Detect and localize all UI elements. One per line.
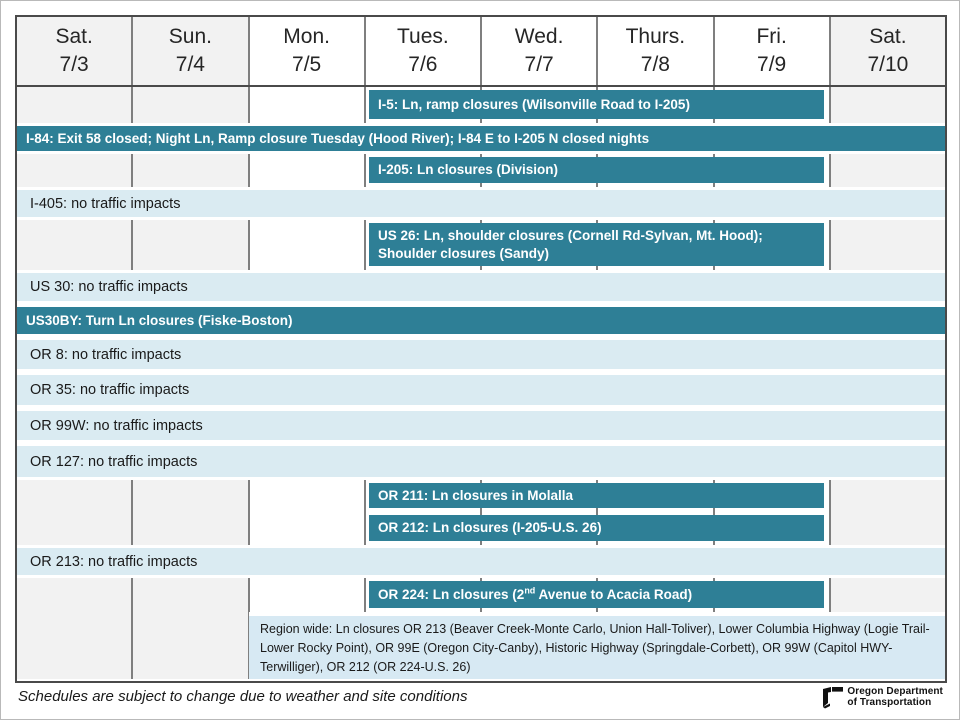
day-header-thurs-7-8 [598, 17, 714, 85]
row-i84 [17, 123, 945, 154]
no-impact-label: OR 99W: no traffic impacts [30, 417, 203, 434]
row-i5 [17, 87, 945, 123]
closure-bar-or224 [369, 581, 824, 608]
no-impact-label: OR 35: no traffic impacts [30, 382, 190, 398]
day-header-fri-7-9 [715, 17, 831, 85]
row-or211 [17, 480, 945, 512]
closure-bar-i205 [369, 157, 824, 183]
row-us26 [17, 220, 945, 270]
day-name: Sun. [168, 25, 212, 49]
row-or224 [17, 578, 945, 612]
no-impact-bar-or213 [17, 545, 945, 578]
day-name: Sat. [55, 25, 93, 49]
no-impact-bar-us30 [17, 270, 945, 304]
no-impact-bar-or127 [17, 443, 945, 480]
disclaimer-note: Schedules are subject to change due to weather and site conditions [18, 688, 468, 705]
closure-label: I-5: Ln, ramp closures (Wilsonville Road to I-205) [378, 96, 690, 112]
no-impact-bar-or99w [17, 408, 945, 443]
day-date: 7/3 [59, 53, 89, 76]
odot-logo [822, 685, 943, 709]
day-header-sat-7-10 [831, 17, 945, 85]
day-name: Thurs. [625, 25, 686, 49]
closure-label: US 26: Ln, shoulder closures (Cornell Rd-Sylvan, Mt. Hood); Shoulder closures (Sandy) [378, 227, 763, 261]
closure-label: OR 212: Ln closures (I-205-U.S. 26) [378, 520, 602, 536]
day-date: 7/4 [175, 53, 205, 76]
day-header-mon-7-5 [250, 17, 366, 85]
day-name: Sat. [869, 25, 907, 49]
closure-label: I-84: Exit 58 closed; Night Ln, Ramp closure Tuesday (Hood River); I-84 E to I-205 N closed nights [26, 130, 650, 146]
row-region-wide [17, 612, 945, 679]
day-header-sat-7-3 [17, 17, 133, 85]
day-name: Mon. [283, 25, 330, 49]
day-date: 7/7 [524, 53, 554, 76]
day-name: Fri. [756, 25, 787, 49]
odot-logo-line1: Oregon Department [847, 686, 943, 697]
row-or99w [17, 408, 945, 443]
day-date: 7/6 [408, 53, 438, 76]
closure-bar-us30by [17, 304, 945, 337]
closure-bar-us26 [369, 223, 824, 266]
day-date: 7/8 [640, 53, 670, 76]
closure-bar-or211 [369, 483, 824, 508]
closure-bar-i84 [17, 123, 945, 154]
ordinal-superscript: nd [524, 585, 536, 596]
row-i405 [17, 187, 945, 220]
day-header-row [17, 17, 945, 87]
closure-label: I-205: Ln closures (Division) [378, 162, 559, 178]
row-i205 [17, 154, 945, 187]
row-or35 [17, 372, 945, 408]
row-us30by [17, 304, 945, 337]
day-header-sun-7-4 [133, 17, 249, 85]
day-date: 7/9 [757, 53, 787, 76]
schedule-body [17, 87, 945, 679]
no-impact-bar-or8 [17, 337, 945, 372]
no-impact-bar-or35 [17, 372, 945, 408]
row-or127 [17, 443, 945, 480]
odot-logo-text [847, 686, 943, 708]
schedule-rows [17, 87, 945, 679]
no-impact-label: OR 127: no traffic impacts [30, 453, 198, 470]
closure-label: US30BY: Turn Ln closures (Fiske-Boston) [26, 312, 293, 328]
row-or213 [17, 545, 945, 578]
closure-bar-or212 [369, 515, 824, 541]
closure-label: OR 211: Ln closures in Molalla [378, 487, 574, 503]
odot-logo-line2: of Transportation [847, 697, 932, 708]
day-date: 7/10 [867, 53, 909, 76]
region-wide-bar [249, 612, 945, 679]
no-impact-bar-i405 [17, 187, 945, 220]
no-impact-label: I-405: no traffic impacts [30, 195, 181, 212]
day-date: 7/5 [292, 53, 322, 76]
row-or212 [17, 512, 945, 545]
region-wide-label: Region wide: Ln closures OR 213 (Beaver Creek-Monte Carlo, Union Hall-Toliver), Lower Columbia Highway (Logie Trail-Lower Rocky Point), OR 99E (Oregon City-Canby), Historic Highway (Springdale-Corbett), OR 99W (Capitol HWY-Terwilliger), OR 212 (OR 224-U.S. 26) [260, 622, 930, 674]
no-impact-label: OR 8: no traffic impacts [30, 346, 182, 363]
closure-label: OR 224: Ln closures (2nd Avenue to Acacia Road) [378, 585, 693, 602]
odot-t-icon [822, 685, 844, 709]
no-impact-label: US 30: no traffic impacts [30, 279, 188, 295]
day-header-wed-7-7 [482, 17, 598, 85]
day-name: Tues. [397, 25, 449, 49]
no-impact-label: OR 213: no traffic impacts [30, 553, 198, 570]
row-us30 [17, 270, 945, 304]
row-or8 [17, 337, 945, 372]
schedule-table [15, 15, 947, 683]
closure-bar-i5 [369, 90, 824, 119]
day-name: Wed. [514, 25, 564, 49]
day-header-tues-7-6 [366, 17, 482, 85]
